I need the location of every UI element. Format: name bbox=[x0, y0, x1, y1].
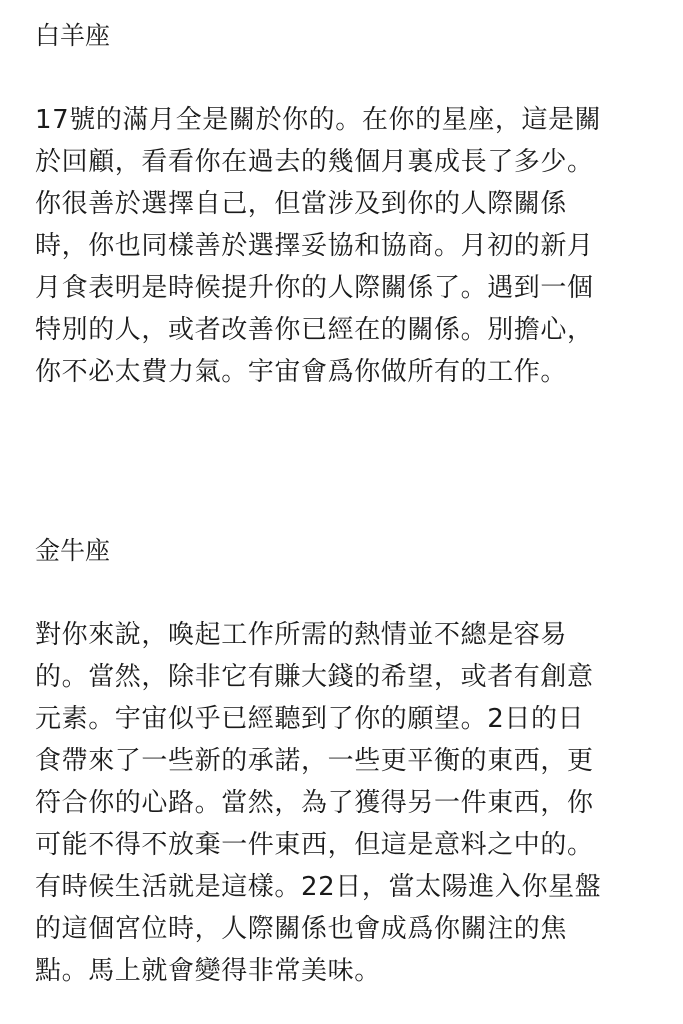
text-line: 的。當然，除非它有賺大錢的希望，或者有創意 bbox=[35, 662, 594, 692]
text-line: 你很善於選擇自己，但當涉及到你的人際關係 bbox=[35, 189, 568, 219]
text-line: 有時候生活就是這樣。22日，當太陽進入你星盤 bbox=[35, 872, 602, 902]
text-line: 你不必太費力氣。宇宙會爲你做所有的工作。 bbox=[35, 357, 568, 387]
text-line: 點。馬上就會變得非常美味。 bbox=[35, 956, 381, 986]
section-body-taurus bbox=[35, 614, 655, 992]
section-heading-taurus: 金牛座 bbox=[35, 536, 111, 565]
text-line: 可能不得不放棄一件東西，但這是意料之中的。 bbox=[35, 830, 594, 860]
text-line: 食帶來了一些新的承諾，一些更平衡的東西，更 bbox=[35, 746, 594, 776]
section-heading-aries: 白羊座 bbox=[35, 21, 111, 50]
text-line: 時，你也同樣善於選擇妥協和協商。月初的新月 bbox=[35, 231, 594, 261]
text-line: 月食表明是時候提升你的人際關係了。遇到一個 bbox=[35, 273, 594, 303]
text-line: 17號的滿月全是關於你的。在你的星座，這是關 bbox=[35, 105, 602, 135]
text-line: 元素。宇宙似乎已經聽到了你的願望。2日的日 bbox=[35, 704, 585, 734]
text-line: 於回顧，看看你在過去的幾個月裏成長了多少。 bbox=[35, 147, 594, 177]
section-body-aries bbox=[35, 99, 655, 393]
text-line: 對你來說，喚起工作所需的熱情並不總是容易 bbox=[35, 620, 568, 650]
text-line: 的這個宮位時，人際關係也會成爲你關注的焦 bbox=[35, 914, 568, 944]
text-line: 特別的人，或者改善你已經在的關係。別擔心， bbox=[35, 315, 594, 345]
text-line: 符合你的心路。當然，為了獲得另一件東西，你 bbox=[35, 788, 594, 818]
